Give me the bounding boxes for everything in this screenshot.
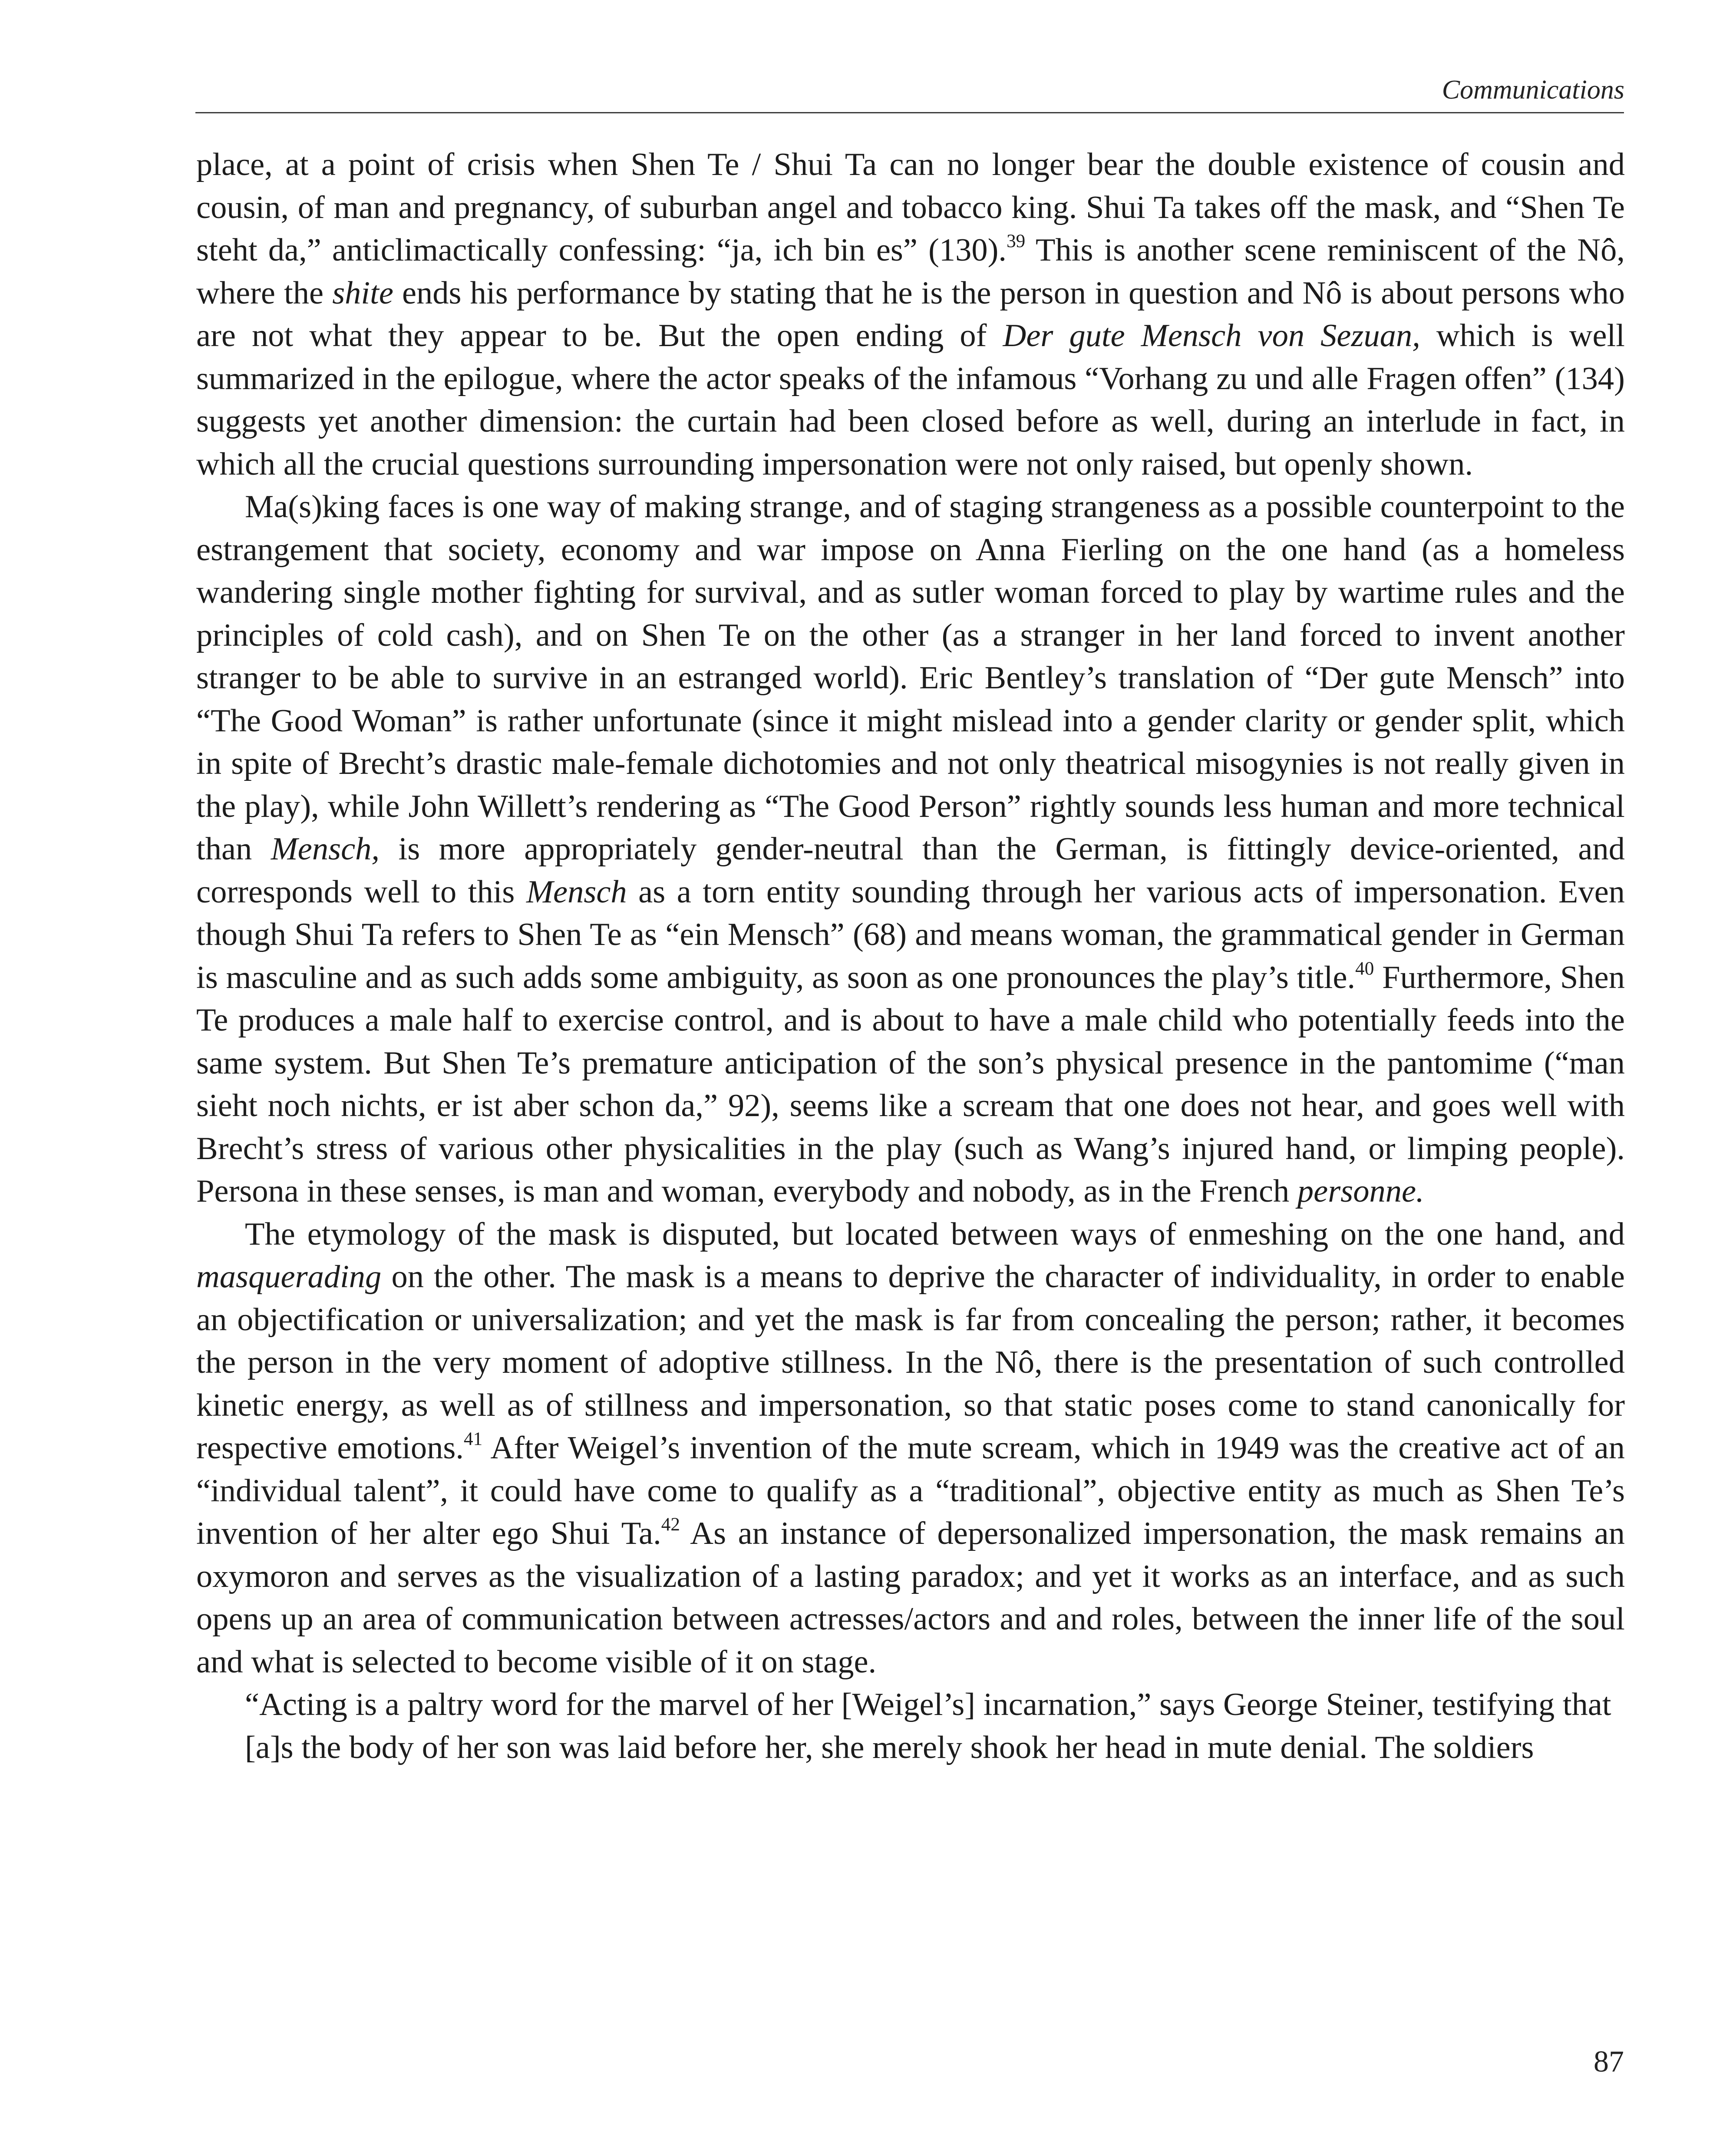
- text-run: is more appropriately gender-neutral than the German, is fittingly device-oriented, and corresponds well to this: [196, 831, 1625, 910]
- block-quote-start: [196, 1726, 1625, 1769]
- text-run: As an instance of depersonalized impersonation, the mask remains an oxymoron and serves as the visualization of a lasting paradox; and yet it works as an interface, and as such opens up an area of communication between actresses/actors and and roles, between the inner life of the soul and what is selected to become visible of it on stage.: [196, 1516, 1625, 1680]
- text-run: on the other. The mask is a means to deprive the character of individuality, in order to enable an objectification or universalization; and yet the mask is far from concealing the person; rather, it becomes the person in the very moment of adoptive stillness. In the Nô, there is the presentation of such controlled kinetic energy, as well as of stillness and impersonation, so that static poses come to stand canonically for respective emotions.: [196, 1259, 1625, 1466]
- text-run: The etymology of the mask is disputed, but located between ways of enmeshing on the one hand, and: [245, 1216, 1625, 1252]
- text-run: ends his performance by stating that he is the person in question and Nô is about persons who are not what they appear to be. But the open ending of: [196, 275, 1625, 354]
- paragraph-4: [196, 1683, 1625, 1726]
- text-run: place, at a point of crisis when Shen Te / Shui Ta can no longer bear the double existence of cousin and cousin, of man and pregnancy, of suburban angel and tobacco king. Shui Ta takes off the mask, and “Shen Te steht da,” anticlimactically confessing: “ja, ich bin es” (130).: [196, 147, 1625, 268]
- italic-text: Der gute Mensch von Sezuan,: [1003, 318, 1420, 354]
- running-head: Communications: [1442, 75, 1624, 105]
- header-rule: [195, 112, 1624, 113]
- footnote-ref: 39: [1007, 230, 1026, 251]
- italic-text: personne.: [1297, 1173, 1424, 1209]
- footnote-ref: 42: [661, 1513, 680, 1535]
- text-run: Ma(s)king faces is one way of making strange, and of staging strangeness as a possible counterpoint to the estrangement that society, economy and war impose on Anna Fierling on the one hand (as a homeless wandering single mother fighting for survival, and as sutler woman forced to play by wartime rules and the principles of cold cash), and on Shen Te on the other (as a stranger in her land forced to invent another stranger to be able to survive in an estranged world). Eric Bentley’s translation of “Der gute Mensch” into “The Good Woman” is rather unfortunate (since it might mislead into a gender clarity or gender split, which in spite of Brecht’s drastic male-female dichotomies and not only theatrical misogynies is not really given in the play), while John Willett’s rendering as “The Good Person” rightly sounds less human and more technical than: [196, 489, 1625, 867]
- italic-text: Mensch: [526, 874, 627, 910]
- paragraph-2: [196, 486, 1625, 1213]
- text-run: Furthermore, Shen Te produces a male half to exercise control, and is about to have a male child who potentially feeds into the same system. But Shen Te’s premature anticipation of the son’s physical presence in the pantomime (“man sieht noch nichts, er ist aber schon da,” 92), seems like a scream that one does not hear, and goes well with Brecht’s stress of various other physicalities in the play (such as Wang’s injured hand, or limping people). Persona in these senses, is man and woman, everybody and nobody, as in the French: [196, 959, 1625, 1209]
- text-run: as a torn entity sounding through her various acts of impersonation. Even though Shui Ta refers to Shen Te as “ein Mensch” (68) and means woman, the grammatical gender in German is masculine and as such adds some ambiguity, as soon as one pronounces the play’s title.: [196, 874, 1625, 995]
- text-run: [a]s the body of her son was laid before her, she merely shook her head in mute denial. The soldiers: [245, 1729, 1534, 1765]
- text-run: This is another scene reminiscent of the Nô, where the: [196, 232, 1625, 311]
- body-text: [196, 143, 1625, 1769]
- italic-text: Mensch,: [271, 831, 380, 867]
- paragraph-1: [196, 143, 1625, 486]
- footnote-ref: 40: [1355, 958, 1374, 979]
- paragraph-3: [196, 1213, 1625, 1684]
- italic-text: shite: [332, 275, 393, 311]
- text-run: which is well summarized in the epilogue, where the actor speaks of the infamous “Vorhang zu und alle Fragen offen” (134) suggests yet another dimension: the curtain had been closed before as well, during an interlude in fact, in which all the crucial questions surrounding impersonation were not only raised, but openly shown.: [196, 318, 1625, 482]
- text-run: “Acting is a paltry word for the marvel of her [Weigel’s] incarnation,” says George Steiner, testifying that: [245, 1687, 1611, 1722]
- text-run: After Weigel’s invention of the mute scream, which in 1949 was the creative act of an “individual talent”, it could have come to qualify as a “traditional”, objective entity as much as Shen Te’s invention of her alter ego Shui Ta.: [196, 1430, 1625, 1551]
- footnote-ref: 41: [464, 1428, 483, 1449]
- italic-text: masquerading: [196, 1259, 382, 1295]
- page-number: 87: [1594, 2045, 1624, 2079]
